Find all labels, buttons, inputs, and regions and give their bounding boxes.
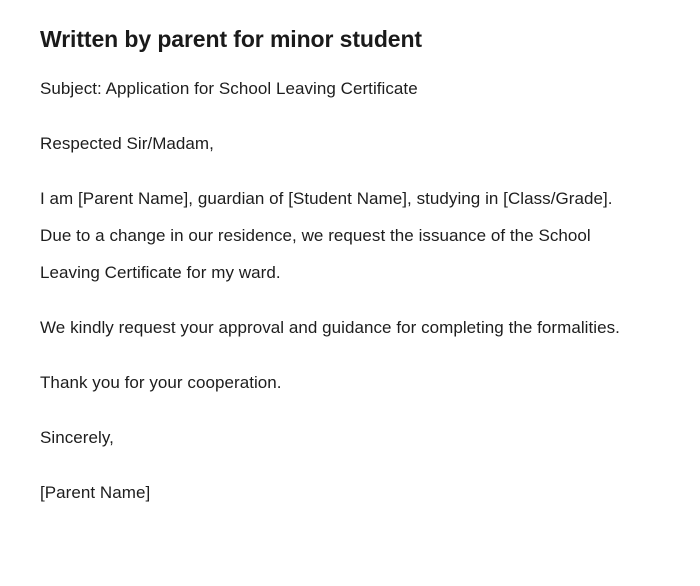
letter-paragraph-request: We kindly request your approval and guidance for completing the formalities. (40, 318, 620, 337)
letter-paragraph-intro: I am [Parent Name], guardian of [Student Name], studying in [Class/Grade]. Due to a change in our residence, we request the issuance of the School Leaving Certificate for my ward. (40, 189, 613, 282)
letter-salutation: Respected Sir/Madam, (40, 134, 214, 153)
letter-signature: [Parent Name] (40, 483, 151, 502)
letter-body (40, 70, 628, 511)
letter-closing: Sincerely, (40, 428, 114, 447)
letter-subject-line: Subject: Application for School Leaving Certificate (40, 79, 418, 98)
letter-paragraph-thanks: Thank you for your cooperation. (40, 373, 282, 392)
page-title: Written by parent for minor student (40, 26, 422, 52)
